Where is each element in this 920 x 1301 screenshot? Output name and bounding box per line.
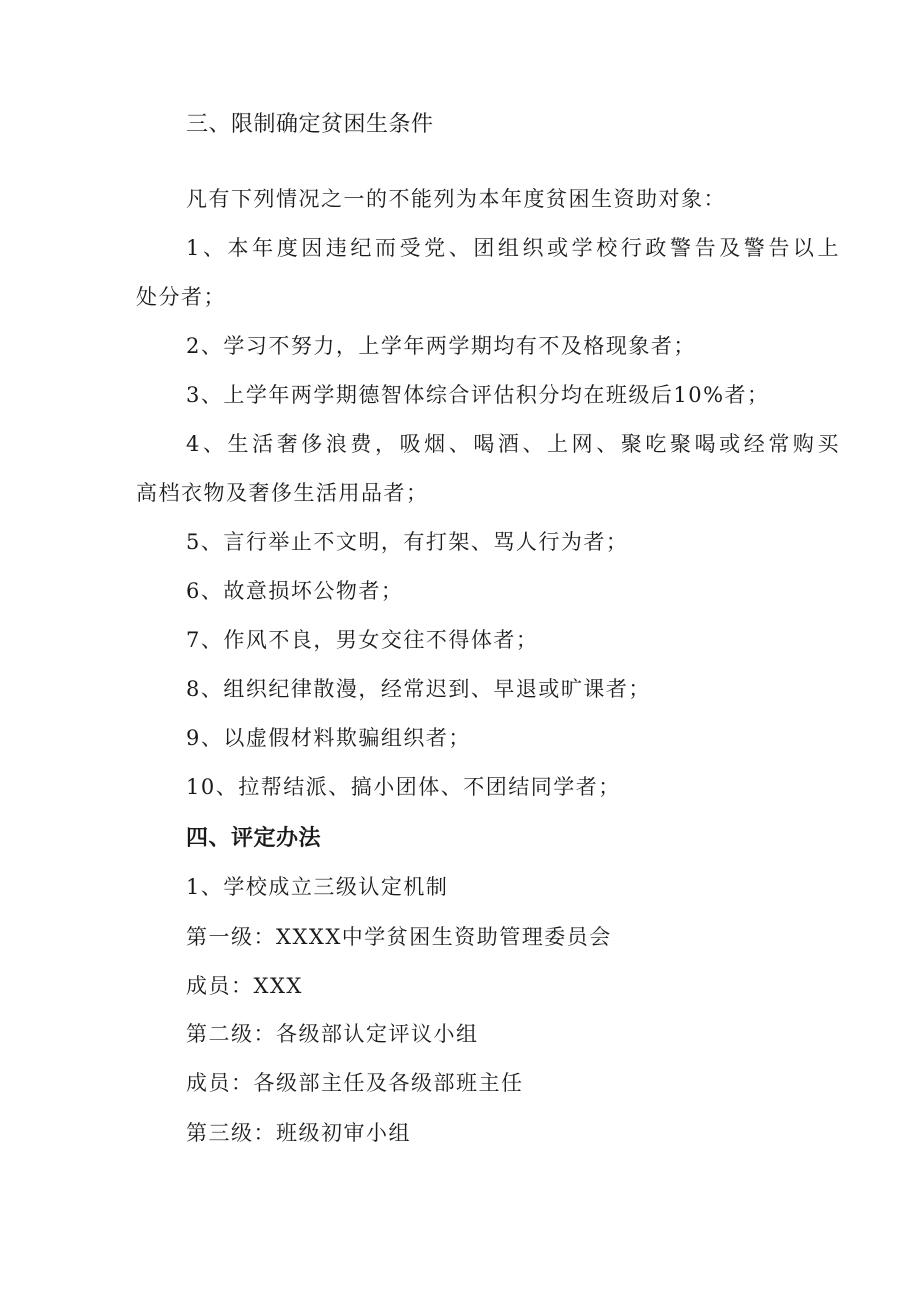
list-item-2: 2、学习不努力，上学年两学期均有不及格现象者； — [186, 334, 696, 358]
section-4-line-3: 成员：XXX — [186, 974, 303, 998]
section-4-line-4: 第二级：各级部认定评议小组 — [186, 1022, 479, 1046]
section-3-heading: 三、限制确定贫困生条件 — [186, 112, 434, 137]
section-4-line-5: 成员：各级部主任及各级部班主任 — [186, 1071, 524, 1095]
list-item-5: 5、言行举止不文明，有打架、骂人行为者； — [186, 530, 629, 554]
list-item-9: 9、以虚假材料欺骗组织者； — [186, 726, 471, 750]
list-item-8: 8、组织纪律散漫，经常迟到、早退或旷课者； — [186, 677, 651, 701]
list-item-7: 7、作风不良，男女交往不得体者； — [186, 628, 539, 652]
section-4-line-1: 1、学校成立三级认定机制 — [186, 875, 449, 899]
section-4-line-6: 第三级：班级初审小组 — [186, 1121, 411, 1145]
list-item-6: 6、故意损坏公物者； — [186, 579, 404, 603]
section-4-line-2: 第一级：XXXX中学贫困生资助管理委员会 — [186, 925, 612, 949]
list-item-3: 3、上学年两学期德智体综合评估积分均在班级后10%者； — [186, 383, 770, 407]
list-item-1-line-2: 处分者； — [136, 285, 226, 309]
list-item-10: 10、拉帮结派、搞小团体、不团结同学者； — [186, 775, 621, 799]
section-4-heading: 四、评定办法 — [186, 826, 322, 851]
section-3-intro: 凡有下列情况之一的不能列为本年度贫困生资助对象： — [186, 187, 726, 211]
list-item-4-line-1: 4、生活奢侈浪费，吸烟、喝酒、上网、聚吃聚喝或经常购买 — [186, 432, 840, 456]
list-item-4-line-2: 高档衣物及奢侈生活用品者； — [136, 481, 429, 505]
list-item-1-line-1: 1、本年度因违纪而受党、团组织或学校行政警告及警告以上 — [186, 236, 840, 260]
